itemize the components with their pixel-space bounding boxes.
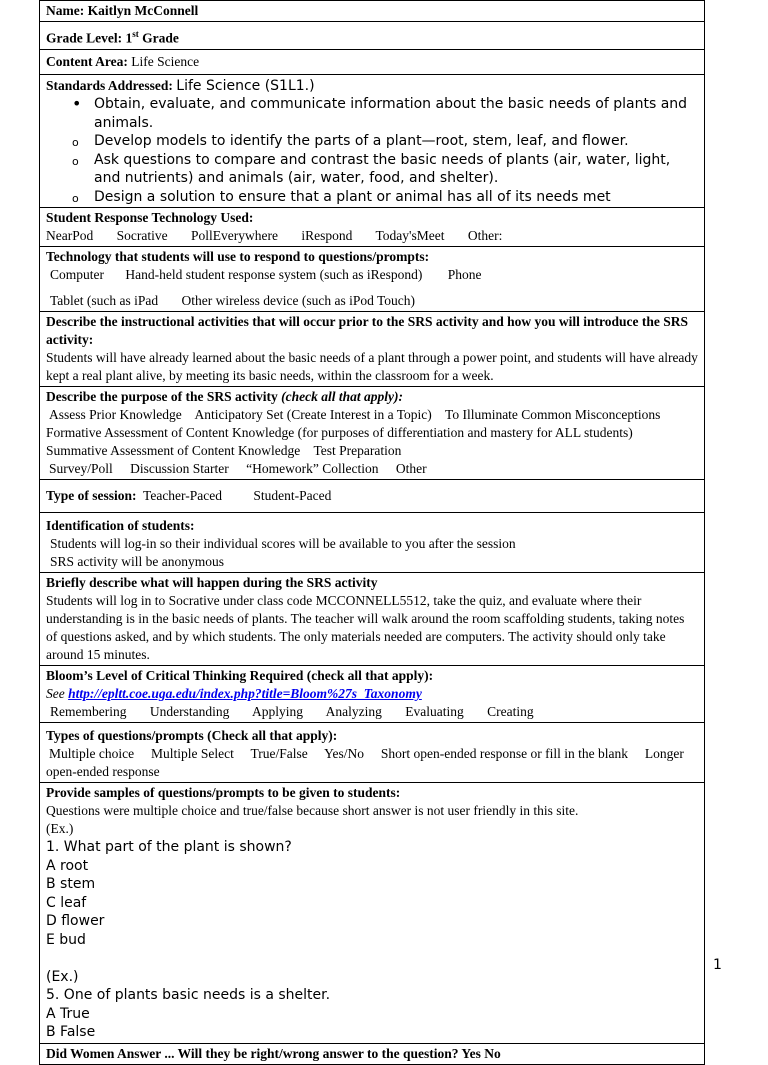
- standards-label: Standards Addressed:: [46, 77, 173, 93]
- session-row: [40, 480, 705, 513]
- srs-tech-row: [40, 208, 705, 247]
- name-value: Kaitlyn McConnell: [87, 3, 199, 18]
- student-tech-line-2: [46, 292, 698, 310]
- option-handheld[interactable]: Hand-held student response system (such as iRespond): [125, 267, 423, 282]
- option-analyzing[interactable]: Analyzing: [325, 704, 382, 719]
- option-multiple-choice[interactable]: Multiple choice: [49, 746, 135, 761]
- option-prior-knowledge[interactable]: Assess Prior Knowledge: [49, 407, 182, 422]
- option-applying[interactable]: Applying: [251, 704, 303, 719]
- prior-activities-label: Describe the instructional activities that will occur prior to the SRS activity and how you will introduce the SRS activity:: [46, 314, 688, 347]
- option-todaysmeet[interactable]: Today'sMeet: [375, 228, 445, 243]
- identification-row: [40, 513, 705, 573]
- grade-suffix: Grade: [142, 30, 179, 46]
- sample-q1-option: D flower: [46, 913, 105, 929]
- option-irespond[interactable]: iRespond: [301, 228, 353, 243]
- sample-question-2: 5. One of plants basic needs is a shelter.: [46, 987, 331, 1003]
- option-remembering[interactable]: Remembering: [50, 704, 127, 719]
- sample-q1-option: B stem: [46, 876, 96, 892]
- option-yes-no[interactable]: Yes/No: [324, 746, 365, 761]
- option-polleverywhere[interactable]: PollEverywhere: [190, 228, 278, 243]
- sample-q2-option: B False: [46, 1024, 96, 1040]
- grade-sup: st: [132, 29, 139, 39]
- sample-q1-option: C leaf: [46, 894, 87, 911]
- sample-q1-option: E bud: [46, 931, 86, 948]
- blooms-row: [40, 666, 705, 723]
- option-creating[interactable]: Creating: [487, 704, 534, 719]
- prior-activities-text: Students will have already learned about the basic needs of a plant through a power point, and students will have already kept a real plant alive, by meeting its basic needs, within the classroom for a week.: [46, 350, 698, 383]
- during-label: Briefly describe what will happen during the SRS activity: [46, 575, 378, 590]
- option-multiple-select[interactable]: Multiple Select: [150, 746, 234, 761]
- name-label: Name:: [46, 3, 85, 18]
- student-tech-line-1: [46, 266, 698, 284]
- option-nearpod[interactable]: NearPod: [46, 228, 94, 243]
- question-types-label: Types of questions/prompts (Check all that apply):: [46, 728, 338, 743]
- during-row: [40, 573, 705, 666]
- option-phone[interactable]: Phone: [447, 267, 482, 282]
- standard-item: o Ask questions to compare and contrast the basic needs of plants (air, water, light, and nutrients) and animals (air, water, food, and shelter).: [94, 151, 698, 188]
- option-anonymous[interactable]: SRS activity will be anonymous: [50, 554, 224, 569]
- option-homework[interactable]: “Homework” Collection: [246, 461, 379, 476]
- grade-label: Grade Level:: [46, 30, 123, 46]
- option-tablet[interactable]: Tablet (such as iPad: [50, 293, 159, 308]
- option-short-response[interactable]: Short open-ended response or fill in the blank: [380, 746, 628, 761]
- purpose-label: Describe the purpose of the SRS activity: [46, 389, 278, 404]
- prior-activities-row: [40, 312, 705, 387]
- option-wireless[interactable]: Other wireless device (such as iPod Touch): [181, 293, 416, 308]
- sample-question-1: 1. What part of the plant is shown?: [46, 839, 292, 855]
- cutoff-text: Did Women Answer ... Will they be right/wrong answer to the question? Yes No: [46, 1045, 501, 1061]
- page-number: 1: [713, 957, 722, 973]
- sample-ex-1: (Ex.): [46, 821, 74, 836]
- option-misconceptions[interactable]: To Illuminate Common Misconceptions: [445, 407, 661, 422]
- purpose-label-italic: (check all that apply):: [281, 389, 403, 404]
- samples-row: [40, 783, 705, 1044]
- srs-tech-label: Student Response Technology Used:: [46, 210, 254, 225]
- identification-label: Identification of students:: [46, 518, 195, 533]
- option-computer[interactable]: Computer: [50, 267, 104, 282]
- option-student-paced[interactable]: Student-Paced: [253, 488, 332, 503]
- samples-label: Provide samples of questions/prompts to be given to students:: [46, 785, 401, 800]
- student-tech-label: Technology that students will use to respond to questions/prompts:: [46, 249, 430, 264]
- lesson-plan-table: [39, 0, 705, 1065]
- option-long-response[interactable]: Longer open-ended response: [46, 746, 684, 779]
- standards-row: [40, 74, 705, 208]
- sample-q1-option: A root: [46, 857, 89, 874]
- blooms-options: [46, 703, 698, 721]
- option-survey-poll[interactable]: Survey/Poll: [49, 461, 113, 476]
- cutoff-row: [40, 1043, 705, 1064]
- blooms-link[interactable]: http://epltt.coe.uga.edu/index.php?title=Bloom%27s_Taxonomy: [68, 686, 422, 701]
- standards-code: Life Science (S1L1.): [176, 77, 315, 94]
- purpose-row: [40, 387, 705, 480]
- option-summative[interactable]: Summative Assessment of Content Knowledge: [46, 443, 301, 458]
- sample-q2-option: A True: [46, 1005, 90, 1022]
- session-label: Type of session:: [46, 488, 137, 503]
- option-discussion-starter[interactable]: Discussion Starter: [130, 461, 229, 476]
- standard-item: o Develop models to identify the parts of a plant—root, stem, leaf, and flower.: [94, 132, 698, 151]
- content-area-label: Content Area:: [46, 53, 128, 69]
- standard-item: o Design a solution to ensure that a plant or animal has all of its needs met: [94, 188, 698, 207]
- option-formative[interactable]: Formative Assessment of Content Knowledge (for purposes of differentiation and mastery for ALL students): [46, 425, 633, 440]
- content-area-row: [40, 49, 705, 74]
- content-area-value: Life Science: [131, 53, 200, 69]
- grade-value: 1: [125, 30, 133, 46]
- option-understanding[interactable]: Understanding: [149, 704, 230, 719]
- name-row: [40, 1, 705, 22]
- grade-row: [40, 22, 705, 50]
- blooms-label: Bloom’s Level of Critical Thinking Required (check all that apply):: [46, 668, 434, 683]
- option-anticipatory-set[interactable]: Anticipatory Set (Create Interest in a Topic): [194, 407, 432, 422]
- option-other[interactable]: Other:: [467, 228, 503, 243]
- student-tech-row: [40, 247, 705, 312]
- option-purpose-other[interactable]: Other: [395, 461, 427, 476]
- option-true-false[interactable]: True/False: [250, 746, 308, 761]
- standard-item: • Obtain, evaluate, and communicate information about the basic needs of plants and animals.: [94, 95, 698, 132]
- option-login[interactable]: Students will log-in so their individual scores will be available to you after the session: [50, 536, 516, 551]
- samples-intro: Questions were multiple choice and true/false because short answer is not user friendly in this site.: [46, 803, 579, 818]
- during-text: Students will log in to Socrative under class code MCCONNELL5512, take the quiz, and evaluate where their understanding is in the basic needs of plants. The teacher will walk around the room scaffolding students, taking notes of questions asked, and by which students. The only materials needed are computers. The activity should only take around 15 minutes.: [46, 593, 685, 662]
- blooms-see: See: [46, 686, 65, 701]
- sample-ex-2: (Ex.): [46, 968, 79, 985]
- option-test-prep[interactable]: Test Preparation: [313, 443, 402, 458]
- standards-list: [46, 95, 698, 206]
- option-socrative[interactable]: Socrative: [116, 228, 168, 243]
- option-evaluating[interactable]: Evaluating: [405, 704, 464, 719]
- option-teacher-paced[interactable]: Teacher-Paced: [143, 488, 223, 503]
- question-types-row: [40, 723, 705, 783]
